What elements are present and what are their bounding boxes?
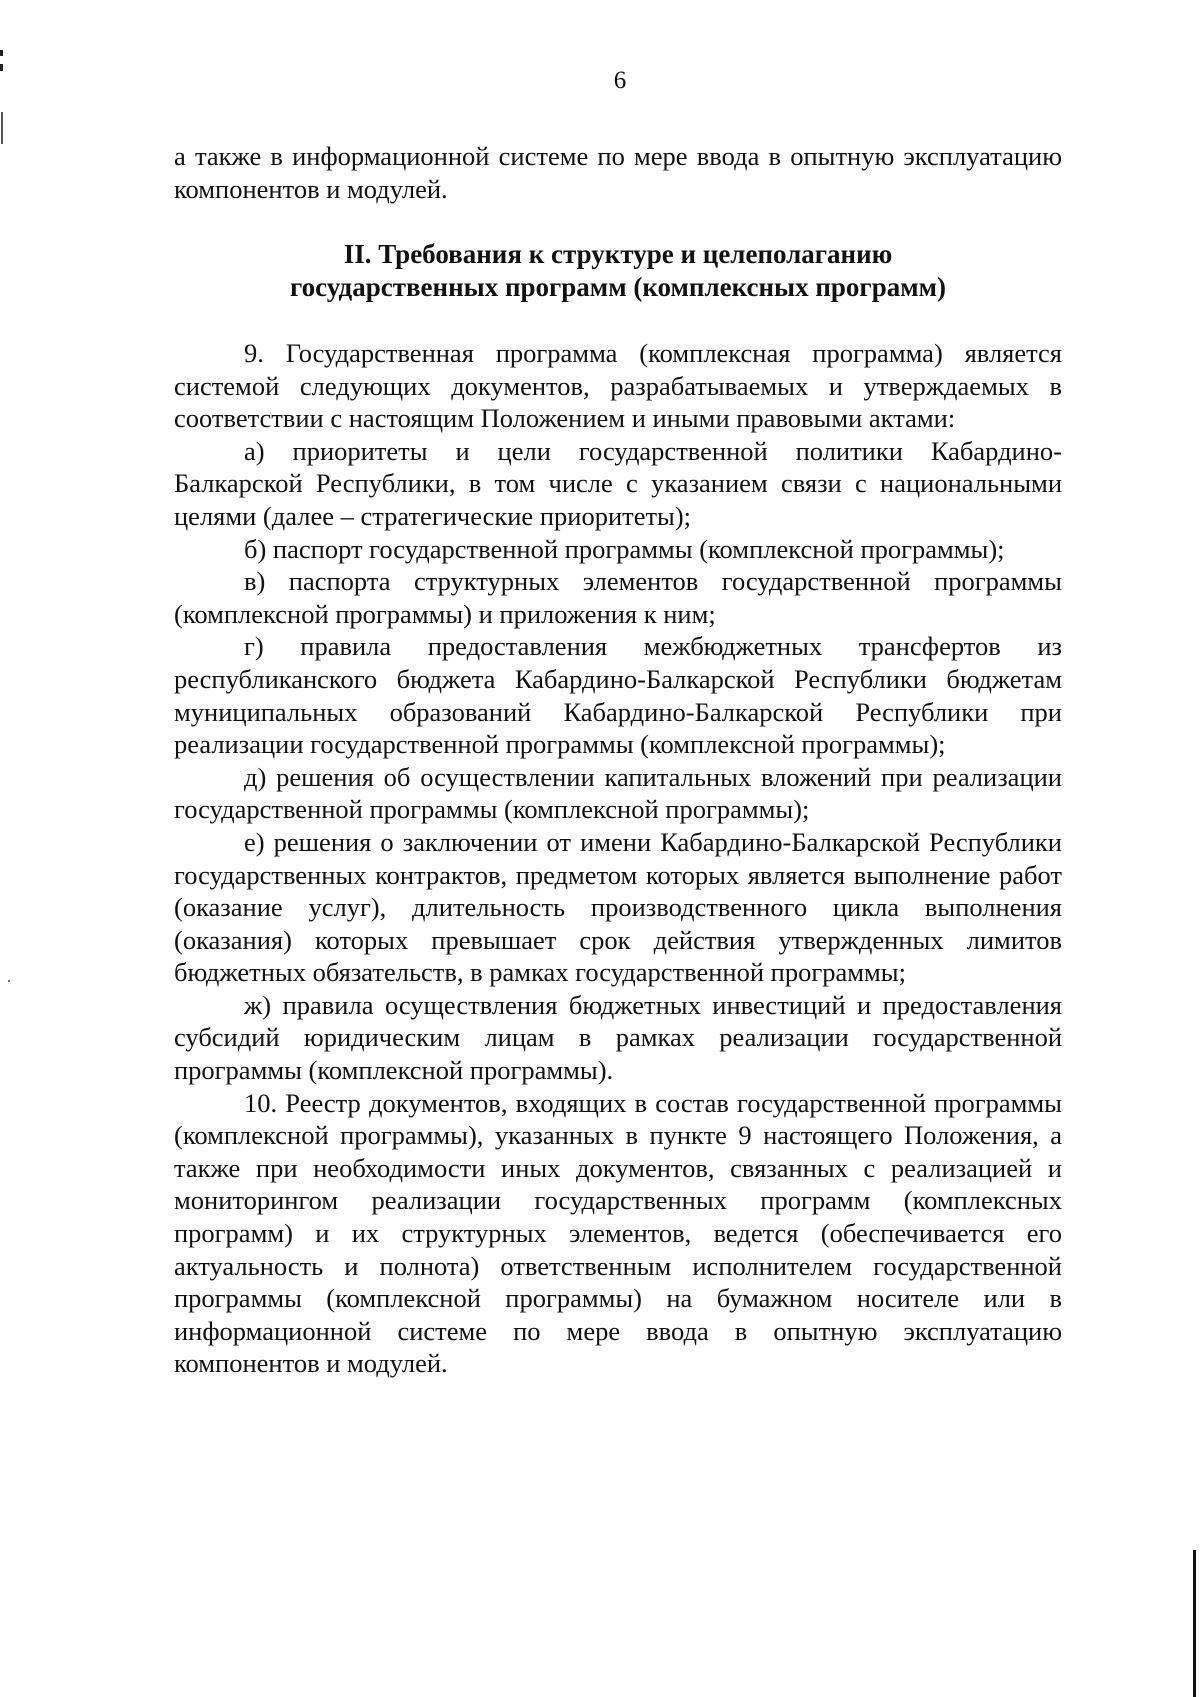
paragraph-9e: е) решения о заключении от имени Кабардино-Балкарской Республики государственных контрактов, предметом которых является выполнение работ (оказание услуг), длительность производственного цикла выполнения (оказания) которых превышает срок действия утвержденных лимитов бюджетных обязательств, в рамках государственной программы; <box>174 826 1062 988</box>
main-text-block <box>174 337 1062 1380</box>
section-heading-line-1: II. Требования к структуре и целеполаганию <box>343 239 893 269</box>
margin-mark <box>8 980 10 982</box>
paragraph-9b: б) паспорт государственной программы (комплексной программы); <box>244 533 1005 564</box>
paragraph-9g: г) правила предоставления межбюджетных трансфертов из республиканского бюджета Кабардино-Балкарской Республики бюджетам муниципальных образований Кабардино-Балкарской Республики при реализации государственной программы (комплексной программы); <box>174 631 1062 760</box>
paragraph-10: 10. Реестр документов, входящих в состав государственной программы (комплексной программы), указанных в пункте 9 настоящего Положения, а также при необходимости иных документов, связанных с реализацией и мониторингом реализации государственных программ (комплексных программ) и их структурных элементов, ведется (обеспечивается его актуальность и полнота) ответственным исполнителем государственной программы (комплексной программы) на бумажном носителе или в информационной системе по мере ввода в опытную эксплуатацию компонентов и модулей. <box>174 1087 1062 1379</box>
paragraph-9: 9. Государственная программа (комплексная программа) является системой следующих документов, разрабатываемых и утверждаемых в соответствии с настоящим Положением и иными правовыми актами: <box>174 338 1062 434</box>
intro-paragraph: а также в информационной системе по мере ввода в опытную эксплуатацию компонентов и модулей. <box>174 141 1062 204</box>
margin-mark <box>1 112 3 144</box>
scan-edge-line <box>1193 1550 1196 1697</box>
paragraph-9v: в) паспорта структурных элементов государственной программы (комплексной программы) и приложения к ним; <box>174 566 1062 629</box>
page-number: 6 <box>613 67 627 94</box>
paragraph-9a: а) приоритеты и цели государственной политики Кабардино-Балкарской Республики, в том числе с указанием связи с национальными целями (далее – стратегические приоритеты); <box>174 435 1062 531</box>
section-heading-line-2: государственных программ (комплексных программ) <box>290 271 946 302</box>
paragraph-9zh: ж) правила осуществления бюджетных инвестиций и предоставления субсидий юридическим лицам в рамках реализации государственной программы (комплексной программы). <box>174 989 1062 1086</box>
section-heading <box>174 238 1062 303</box>
paragraph-9d: д) решения об осуществлении капитальных вложений при реализации государственной программы (комплексной программы); <box>174 761 1062 825</box>
intro-text-block <box>174 140 1062 205</box>
margin-mark <box>0 50 3 56</box>
